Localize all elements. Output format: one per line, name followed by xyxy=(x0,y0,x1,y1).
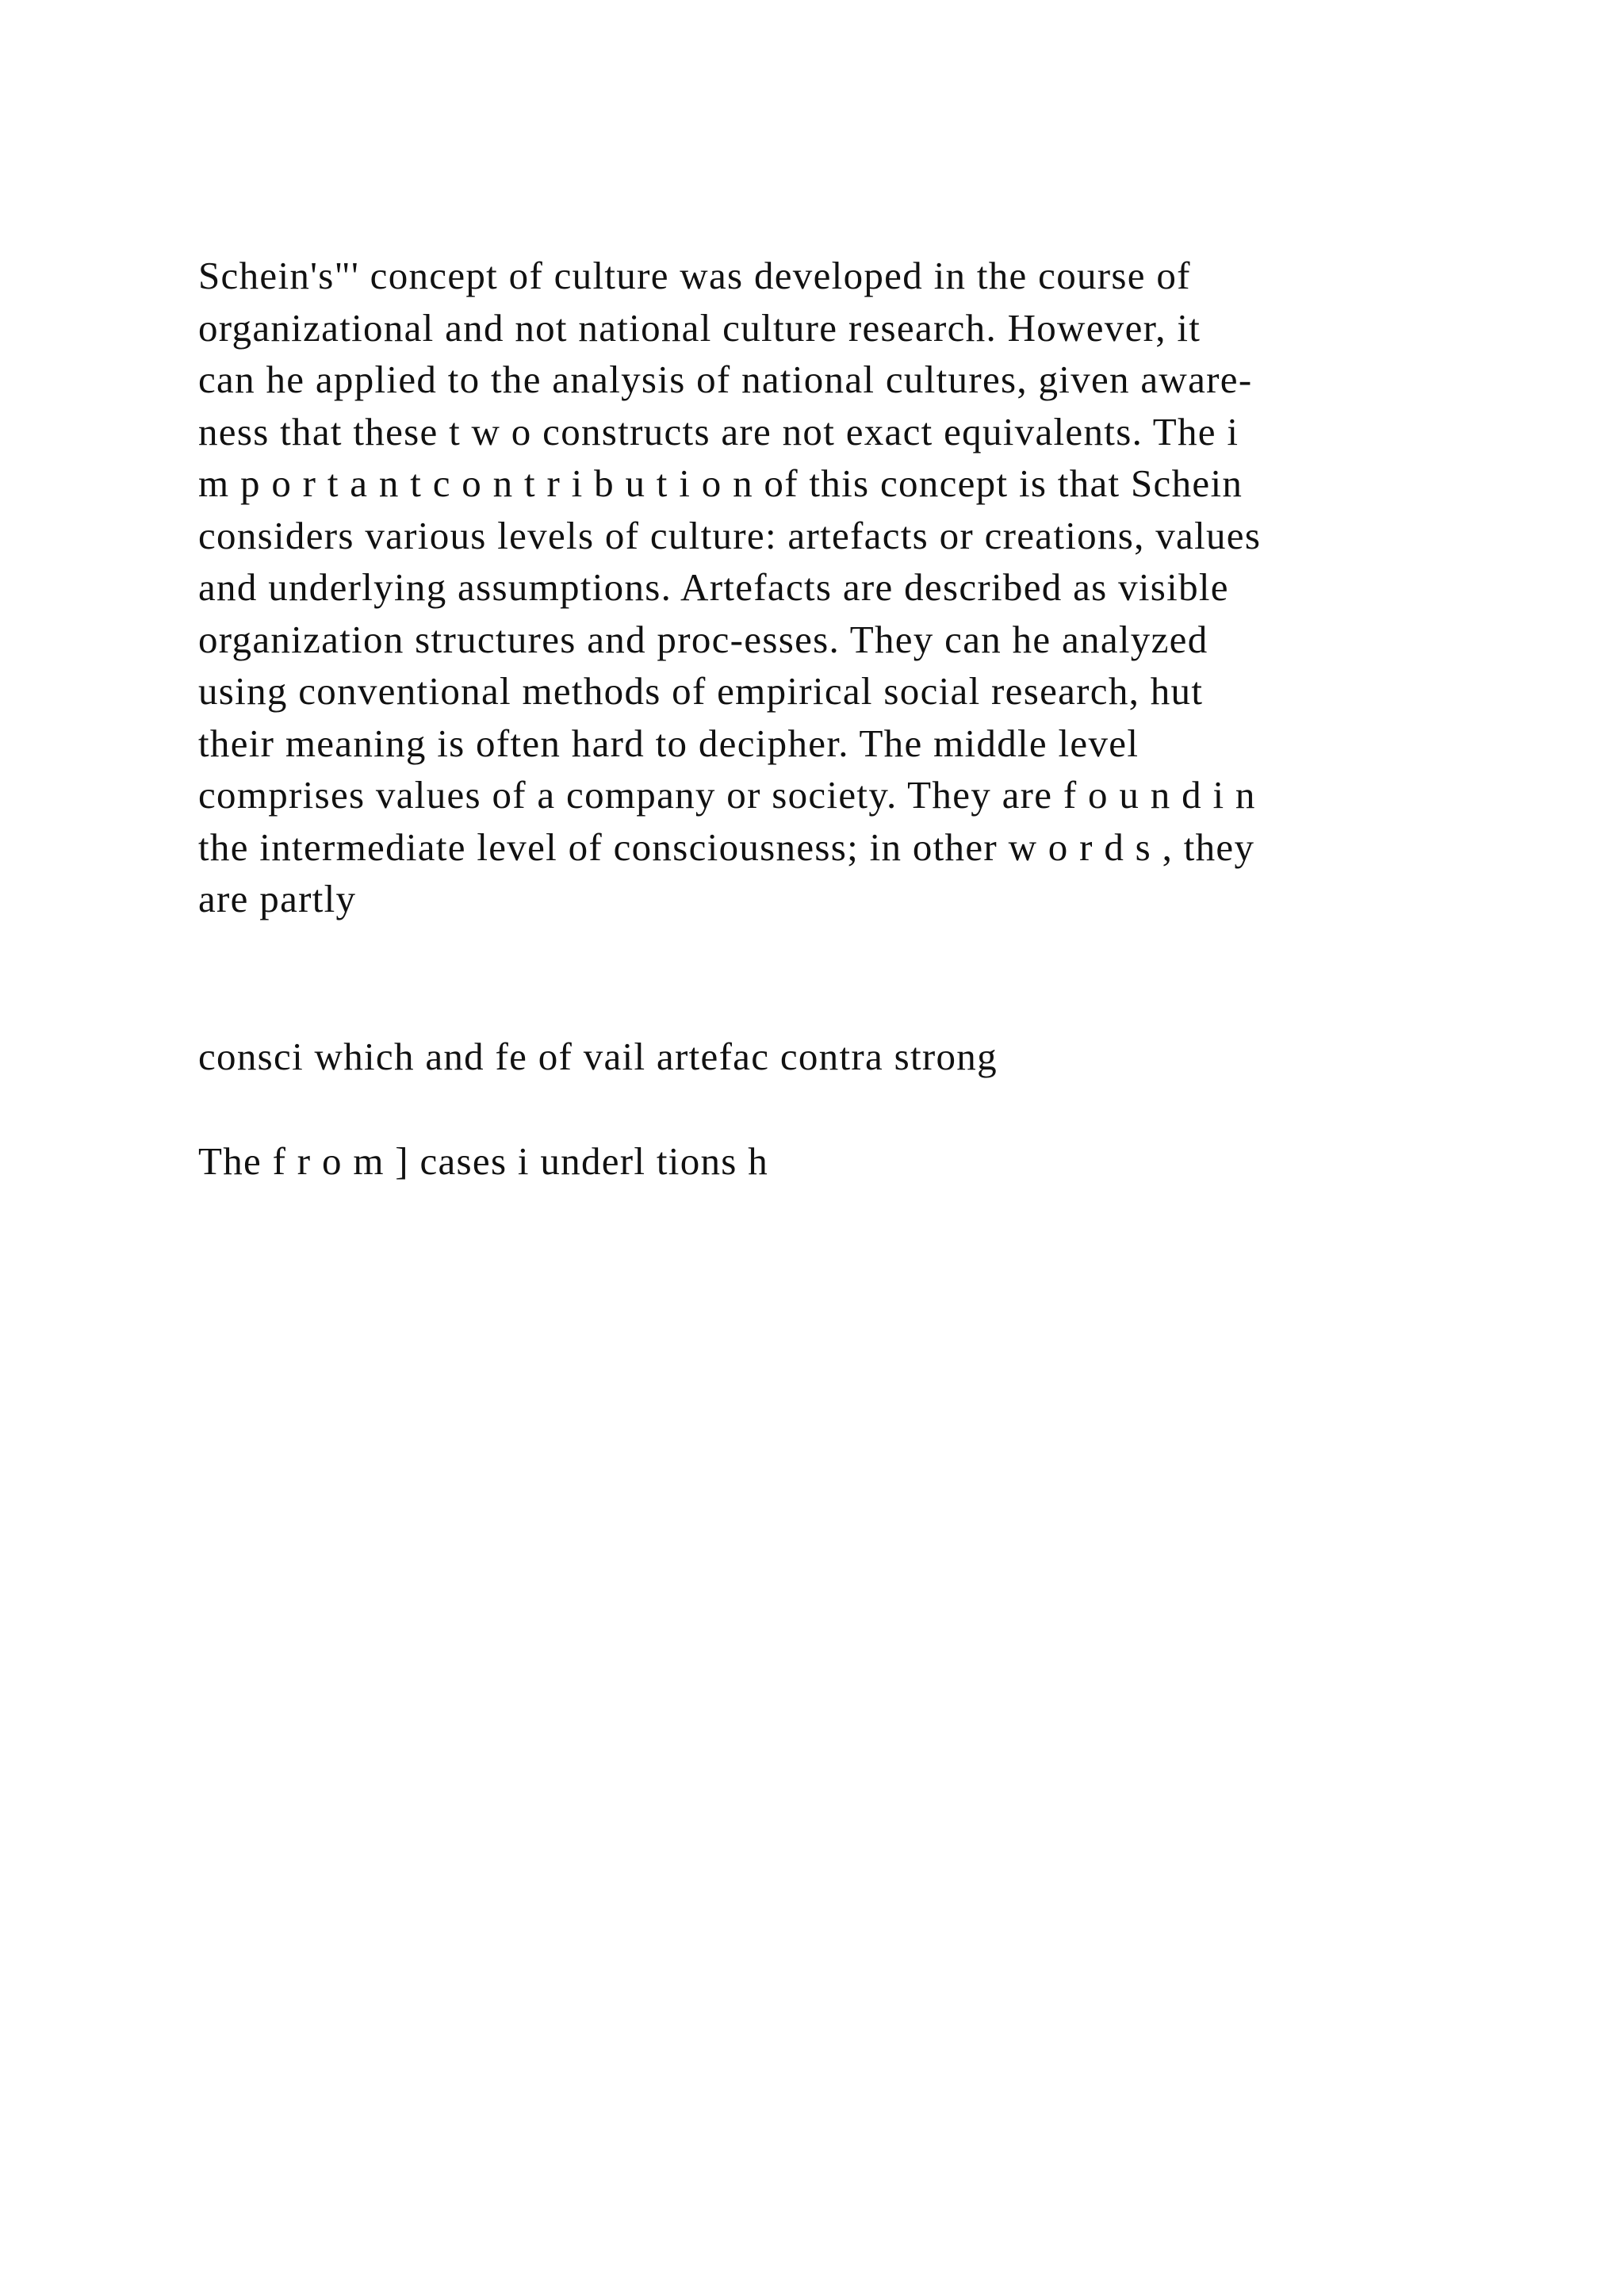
paragraph-line: considers various levels of culture: artefacts or creations, values xyxy=(198,513,1262,557)
paragraph-line: Schein's"' concept of culture was developed in the course of xyxy=(198,254,1191,297)
paragraph-line: are partly xyxy=(198,877,357,920)
paragraph-line: organization structures and proc-esses. They can he analyzed xyxy=(198,617,1208,661)
paragraph-line: can he applied to the analysis of national cultures, given aware- xyxy=(198,358,1253,401)
paragraph-line: and underlying assumptions. Artefacts are described as visible xyxy=(198,565,1229,609)
paragraph-line: comprises values of a company or society. They are f o u n d i n xyxy=(198,773,1256,817)
text-fragment-1: consci which and fe of vail artefac contra strong xyxy=(198,1035,998,1078)
paragraph-line: their meaning is often hard to decipher. The middle level xyxy=(198,721,1139,765)
paragraph-line: the intermediate level of consciousness; in other w o r d s , they xyxy=(198,825,1255,869)
paragraph-line: m p o r t a n t c o n t r i b u t i o n of this concept is that Schein xyxy=(198,461,1243,505)
text-fragment-2: The f r o m ] cases i underl tions h xyxy=(198,1139,769,1183)
paragraph-line: ness that these t w o constructs are not exact equivalents. The i xyxy=(198,409,1239,453)
paragraph-line: organizational and not national culture research. However, it xyxy=(198,305,1201,350)
body-paragraph xyxy=(198,250,1507,925)
paragraph-line: using conventional methods of empirical social research, hut xyxy=(198,669,1204,713)
